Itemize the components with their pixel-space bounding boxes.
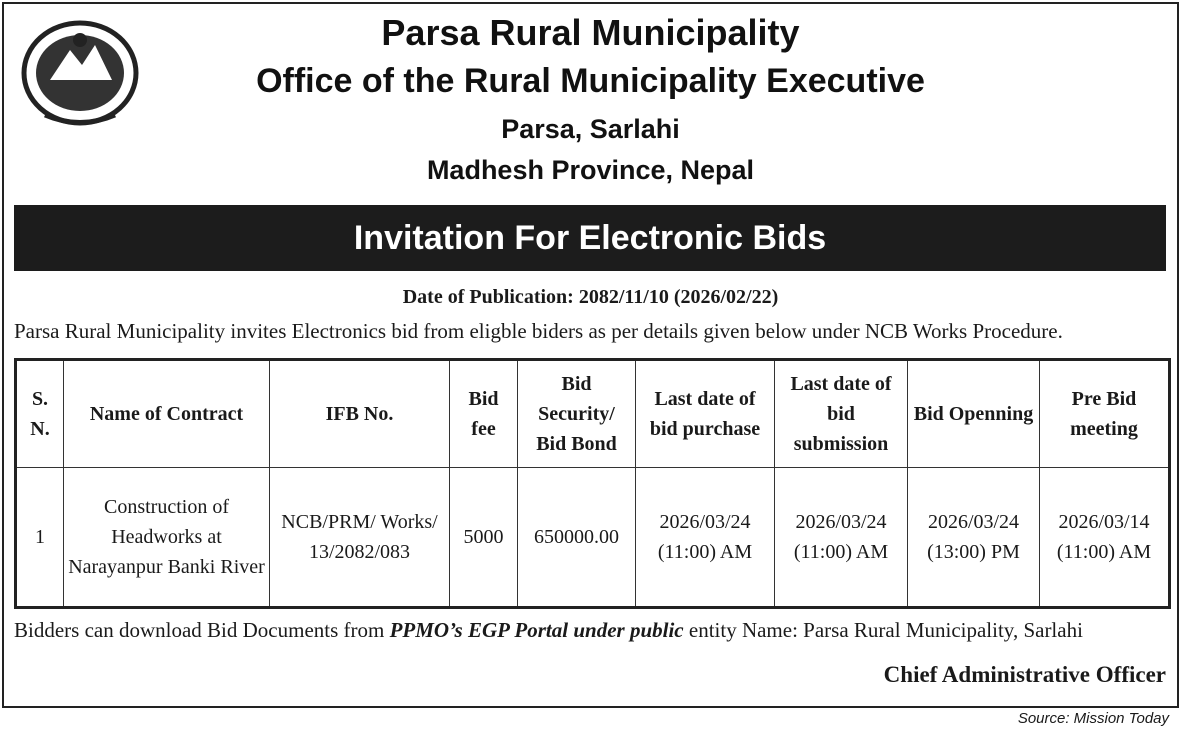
col-pre-bid: Pre Bid meeting <box>1040 360 1170 468</box>
col-bid-security: Bid Security/ Bid Bond <box>518 360 636 468</box>
table-header-row <box>16 360 1170 468</box>
source-credit: Source: Mission Today <box>1017 710 1169 727</box>
org-name: Parsa Rural Municipality <box>381 12 800 53</box>
intro-text: Parsa Rural Municipality invites Electronics bid from eligble biders as per details given below under NCB Works Procedure. <box>14 319 1063 343</box>
publication-date: Date of Publication: 2082/11/10 (2026/02/22) <box>402 286 779 308</box>
download-note-post: entity Name: Parsa Rural Municipality, Sarlahi <box>683 618 1083 642</box>
cell-bid-fee: 5000 <box>450 468 518 608</box>
download-note-pre: Bidders can download Bid Documents from <box>14 618 390 642</box>
cell-bid-opening: 2026/03/24 (13:00) PM <box>908 468 1040 608</box>
cell-purchase-date: 2026/03/24 (11:00) AM <box>636 468 775 608</box>
cell-bid-security: 650000.00 <box>518 468 636 608</box>
cell-contract: Construction of Headworks at Narayanpur Banki River <box>64 468 270 608</box>
table-row <box>16 468 1170 608</box>
signatory: Chief Administrative Officer <box>883 662 1166 687</box>
col-submission-date: Last date of bid submission <box>775 360 908 468</box>
province: Madhesh Province, Nepal <box>426 155 755 185</box>
notice-title: Invitation For Electronic Bids <box>14 205 1166 271</box>
col-contract: Name of Contract <box>64 360 270 468</box>
cell-sn: 1 <box>16 468 64 608</box>
office-name: Office of the Rural Municipality Executive <box>256 62 925 100</box>
cell-pre-bid: 2026/03/14 (11:00) AM <box>1040 468 1170 608</box>
col-ifb: IFB No. <box>270 360 450 468</box>
col-bid-opening: Bid Openning <box>908 360 1040 468</box>
cell-submission-date: 2026/03/24 (11:00) AM <box>775 468 908 608</box>
location: Parsa, Sarlahi <box>501 114 680 144</box>
col-purchase-date: Last date of bid purchase <box>636 360 775 468</box>
bid-table <box>14 358 1171 609</box>
cell-ifb: NCB/PRM/ Works/ 13/2082/083 <box>270 468 450 608</box>
col-sn: S. N. <box>16 360 64 468</box>
col-bid-fee: Bid fee <box>450 360 518 468</box>
download-note <box>14 618 1083 643</box>
portal-name: PPMO’s EGP Portal under public <box>389 618 684 642</box>
